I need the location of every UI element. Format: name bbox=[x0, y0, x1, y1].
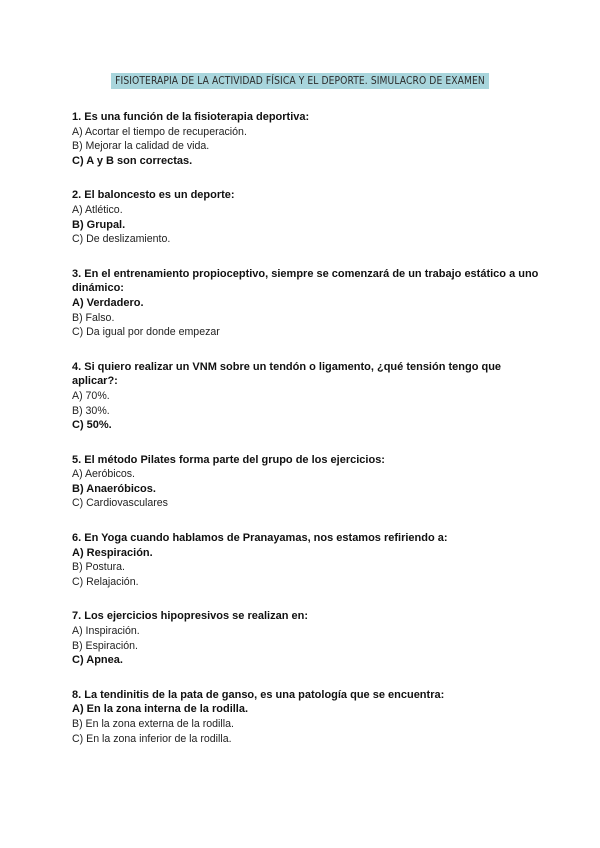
question-list bbox=[72, 110, 542, 766]
question-text: 4. Si quiero realizar un VNM sobre un tendón o ligamento, ¿qué tensión tengo que aplicar?: bbox=[72, 360, 502, 388]
answer-option-correct: A) En la zona interna de la rodilla. bbox=[72, 703, 249, 716]
answer-option-correct: A) Verdadero. bbox=[72, 296, 144, 309]
question-text: 1. Es una función de la fisioterapia deportiva: bbox=[72, 111, 310, 123]
document-header bbox=[0, 71, 600, 89]
question-block bbox=[72, 531, 542, 589]
answer-option-correct: B) Anaeróbicos. bbox=[72, 482, 156, 495]
question-block bbox=[72, 688, 542, 746]
question-text: 5. El método Pilates forma parte del grupo de los ejercicios: bbox=[72, 453, 385, 466]
answer-option: C) Cardiovasculares bbox=[72, 497, 168, 510]
question-block bbox=[72, 110, 542, 168]
question-text: 3. En el entrenamiento propioceptivo, siempre se comenzará de un trabajo estático a uno dinámico: bbox=[72, 267, 539, 295]
answer-option: A) Atlético. bbox=[72, 203, 123, 216]
answer-option: B) Falso. bbox=[72, 311, 115, 324]
question-block bbox=[72, 360, 542, 433]
question-block bbox=[72, 609, 542, 667]
document-title: FISIOTERAPIA DE LA ACTIVIDAD FÍSICA Y EL DEPORTE. SIMULACRO DE EXAMEN bbox=[111, 73, 489, 89]
answer-option-correct: B) Grupal. bbox=[72, 218, 126, 231]
question-block bbox=[72, 188, 542, 246]
answer-option-correct: C) 50%. bbox=[72, 419, 112, 432]
answer-option: A) Inspiración. bbox=[72, 625, 140, 638]
question-text: 7. Los ejercicios hipopresivos se realizan en: bbox=[72, 610, 308, 623]
question-block bbox=[72, 453, 542, 511]
question-text: 2. El baloncesto es un deporte: bbox=[72, 189, 235, 202]
answer-option: B) Espiración. bbox=[72, 639, 138, 652]
answer-option: B) 30%. bbox=[72, 404, 110, 417]
answer-option: C) Da igual por donde empezar bbox=[72, 326, 220, 339]
answer-option: A) 70%. bbox=[72, 389, 110, 402]
answer-option: C) En la zona inferior de la rodilla. bbox=[72, 732, 232, 745]
question-block bbox=[72, 267, 542, 340]
question-text: 8. La tendinitis de la pata de ganso, es una patología que se encuentra: bbox=[72, 688, 445, 701]
answer-option: A) Aeróbicos. bbox=[72, 468, 136, 481]
answer-option: C) Relajación. bbox=[72, 575, 139, 588]
answer-option-correct: C) A y B son correctas. bbox=[72, 154, 193, 167]
answer-option-correct: A) Respiración. bbox=[72, 546, 153, 559]
answer-option: B) Postura. bbox=[72, 561, 125, 574]
answer-option: B) En la zona externa de la rodilla. bbox=[72, 718, 234, 730]
answer-option-correct: C) Apnea. bbox=[72, 654, 123, 667]
answer-option: C) De deslizamiento. bbox=[72, 233, 171, 246]
answer-option: A) Acortar el tiempo de recuperación. bbox=[72, 125, 247, 138]
question-text: 6. En Yoga cuando hablamos de Pranayamas, nos estamos refiriendo a: bbox=[72, 532, 448, 545]
answer-option: B) Mejorar la calidad de vida. bbox=[72, 140, 210, 153]
